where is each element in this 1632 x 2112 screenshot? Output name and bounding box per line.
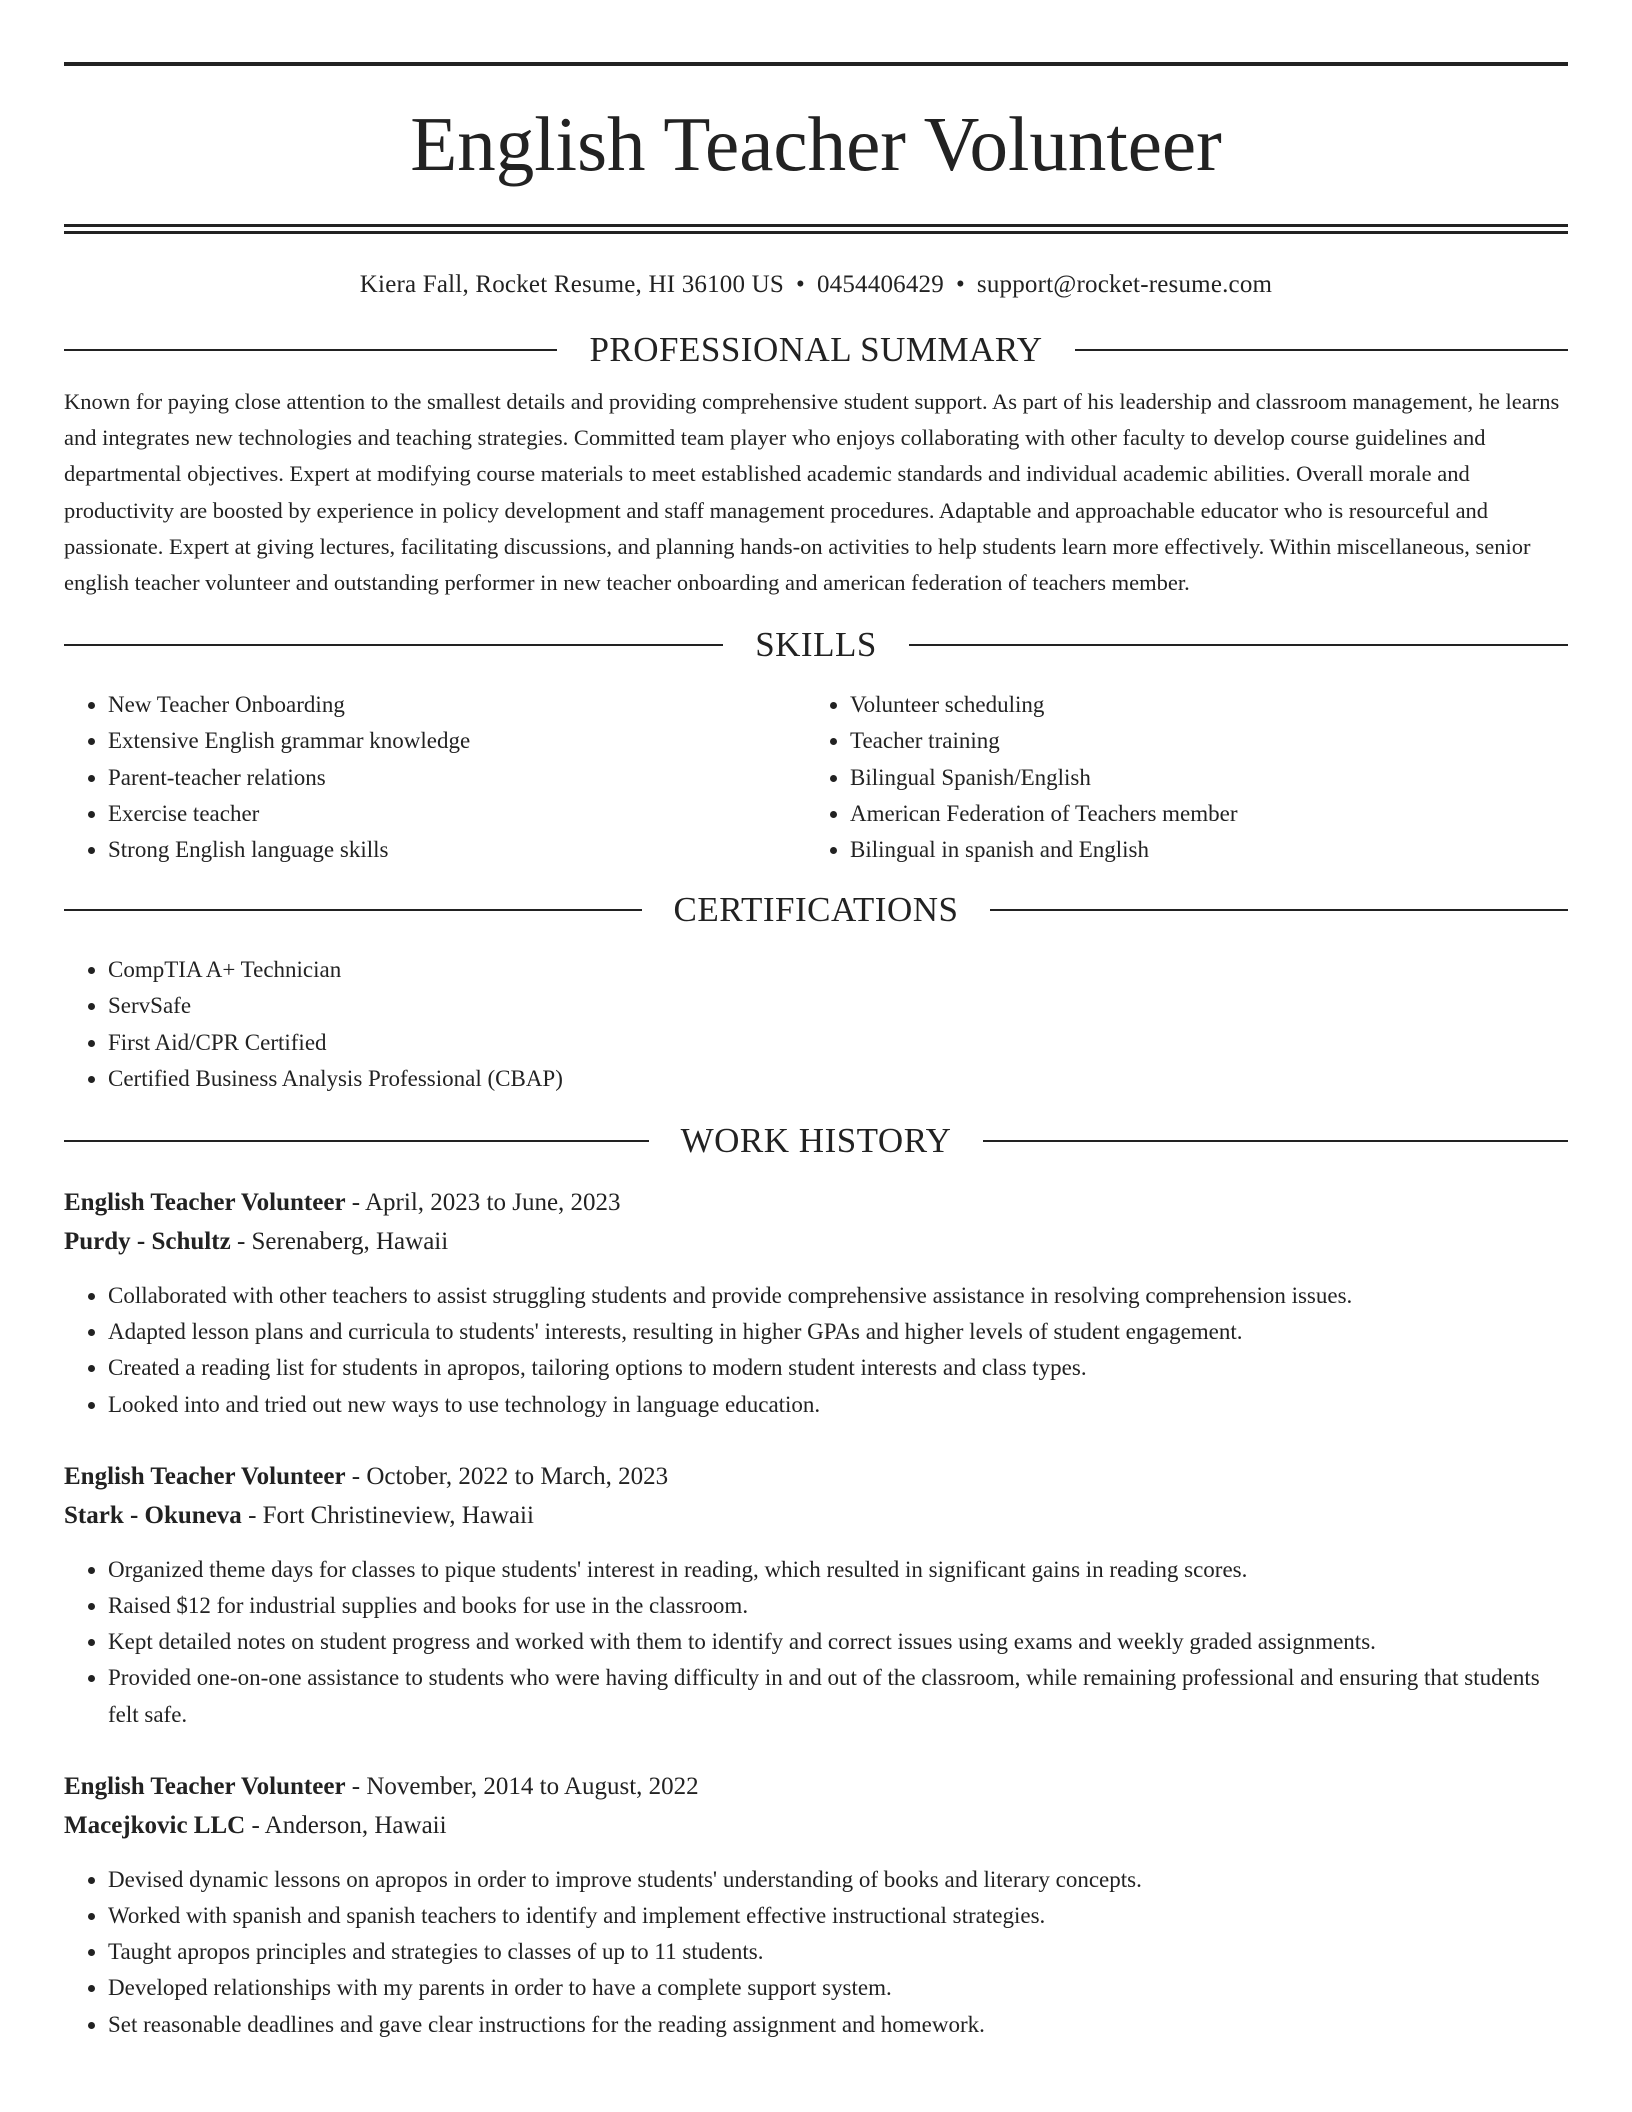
section-header-work-history — [64, 1119, 1568, 1163]
contact-address: Kiera Fall, Rocket Resume, HI 36100 US — [359, 271, 784, 298]
section-title-certifications: CERTIFICATIONS — [673, 890, 959, 930]
section-rule — [909, 644, 1568, 646]
job-dates: - April, 2023 to June, 2023 — [345, 1189, 621, 1217]
skill-item: • Extensive English grammar knowledge — [108, 723, 806, 759]
job-company: Macejkovic LLC — [64, 1811, 246, 1839]
job-bullet: • Provided one-on-one assistance to students who were having difficulty in and out of the classroom, while remaining professional and ensuring that students felt safe. — [108, 1660, 1568, 1732]
job-title-line — [64, 1183, 1568, 1222]
job-company-line — [64, 1496, 1568, 1535]
job-bullet: • Devised dynamic lessons on apropos in order to improve students' understanding of books and literary concepts. — [108, 1862, 1568, 1898]
contact-line — [64, 268, 1568, 302]
section-rule — [64, 644, 723, 646]
job-dates: - November, 2014 to August, 2022 — [345, 1772, 699, 1800]
job-bullet: • Set reasonable deadlines and gave clear instructions for the reading assignment and homework. — [108, 2007, 1568, 2043]
section-header-certifications — [64, 888, 1568, 932]
job-title: English Teacher Volunteer — [64, 1772, 346, 1800]
skill-item: • Strong English language skills — [108, 832, 806, 868]
skills-list-left — [64, 687, 806, 868]
section-title-summary: PROFESSIONAL SUMMARY — [589, 330, 1043, 369]
section-rule — [983, 1140, 1568, 1142]
job-title: English Teacher Volunteer — [64, 1462, 346, 1490]
job-company-line — [64, 1222, 1568, 1261]
skill-item: • New Teacher Onboarding — [108, 687, 806, 723]
job-entry — [64, 1767, 1568, 2043]
certification-item: • First Aid/CPR Certified — [108, 1025, 1568, 1061]
contact-separator: • — [955, 271, 965, 298]
section-rule — [990, 909, 1568, 911]
skill-item: • American Federation of Teachers member — [850, 796, 1238, 832]
job-bullet: • Collaborated with other teachers to assist struggling students and provide comprehensive assistance in resolving comprehension issues. — [108, 1278, 1568, 1314]
job-company-line — [64, 1806, 1568, 1845]
job-location: - Fort Christineview, Hawaii — [241, 1501, 534, 1529]
job-bullets — [64, 1552, 1568, 1733]
job-location: - Serenaberg, Hawaii — [230, 1228, 449, 1256]
skill-item: • Bilingual in spanish and English — [850, 832, 1238, 868]
job-bullet: • Developed relationships with my parents in order to have a complete support system. — [108, 1970, 1568, 2006]
skill-item: • Bilingual Spanish/English — [850, 760, 1238, 796]
certification-item: • ServSafe — [108, 988, 1568, 1024]
skills-list-right — [806, 687, 1238, 868]
job-bullet: • Looked into and tried out new ways to use technology in language education. — [108, 1387, 1568, 1423]
job-company: Purdy - Schultz — [64, 1228, 231, 1256]
section-header-skills — [64, 623, 1568, 667]
skill-item: • Parent-teacher relations — [108, 760, 806, 796]
job-entry — [64, 1457, 1568, 1733]
title-double-rule — [64, 224, 1568, 234]
section-header-summary — [64, 328, 1568, 372]
contact-separator: • — [796, 271, 805, 298]
skill-item: • Exercise teacher — [108, 796, 806, 832]
certifications-block — [64, 952, 1568, 1097]
job-entry — [64, 1183, 1568, 1423]
job-company: Stark - Okuneva — [64, 1501, 242, 1529]
section-rule — [64, 349, 557, 351]
skills-grid — [64, 687, 1568, 868]
job-bullet: • Kept detailed notes on student progress and worked with them to identify and correct issues using exams and weekly graded assignments. — [108, 1624, 1568, 1660]
job-bullets — [64, 1862, 1568, 2043]
resume-title: English Teacher Volunteer — [410, 101, 1222, 187]
certifications-list — [64, 952, 1568, 1097]
summary-text: Known for paying close attention to the smallest details and providing comprehensive student support. As part of his leadership and classroom management, he learns and integrates new technologies and teaching strategies. Committed team player who enjoys collaborating with other faculty to develop course guidelines and departmental objectives. Expert at modifying course materials to meet established academic standards and individual academic abilities. Overall morale and productivity are boosted by experience in policy development and staff management procedures. Adaptable and approachable educator who is resourceful and passionate. Expert at giving lectures, facilitating discussions, and planning hands-on activities to help students learn more effectively. Within miscellaneous, senior english teacher volunteer and outstanding performer in new teacher onboarding and american federation of teachers member. — [64, 389, 1560, 596]
contact-email: support@rocket-resume.com — [976, 271, 1273, 298]
job-bullet: • Taught apropos principles and strategies to classes of up to 11 students. — [108, 1934, 1568, 1970]
job-bullet: • Raised $12 for industrial supplies and books for use in the classroom. — [108, 1588, 1568, 1624]
job-bullets — [64, 1278, 1568, 1423]
job-title-line — [64, 1457, 1568, 1496]
job-bullet: • Organized theme days for classes to pique students' interest in reading, which resulted in significant gains in reading scores. — [108, 1552, 1568, 1588]
job-title-line — [64, 1767, 1568, 1806]
job-bullet: • Worked with spanish and spanish teachers to identify and implement effective instructional strategies. — [108, 1898, 1568, 1934]
job-bullet: • Adapted lesson plans and curricula to students' interests, resulting in higher GPAs and higher levels of student engagement. — [108, 1314, 1568, 1350]
top-rule — [64, 62, 1568, 66]
skill-item: • Volunteer scheduling — [850, 687, 1238, 723]
section-title-work-history: WORK HISTORY — [680, 1121, 952, 1161]
section-rule — [64, 1140, 649, 1142]
certification-item: • CompTIA A+ Technician — [108, 952, 1568, 988]
section-rule — [64, 909, 642, 911]
job-dates: - October, 2022 to March, 2023 — [345, 1462, 669, 1490]
skill-item: • Teacher training — [850, 723, 1238, 759]
job-location: - Anderson, Hawaii — [245, 1811, 447, 1839]
skills-column-right — [806, 687, 1238, 868]
job-title: English Teacher Volunteer — [64, 1189, 346, 1217]
job-bullet: • Created a reading list for students in apropos, tailoring options to modern student interests and class types. — [108, 1350, 1568, 1386]
contact-phone: 0454406429 — [816, 271, 944, 298]
certification-item: • Certified Business Analysis Professional (CBAP) — [108, 1061, 1568, 1097]
skills-column-left — [64, 687, 806, 868]
section-title-skills: SKILLS — [755, 625, 877, 665]
section-rule — [1075, 349, 1568, 351]
